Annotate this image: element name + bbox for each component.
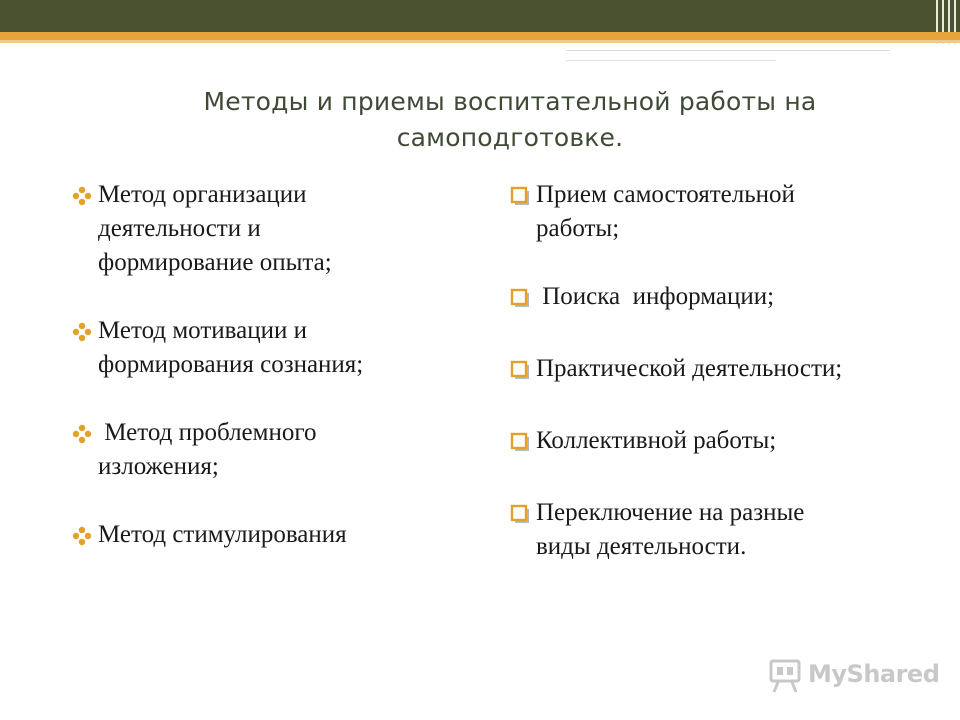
item-line: Метод проблемного <box>98 419 317 446</box>
item-line: формирования сознания; <box>98 351 364 378</box>
divider <box>566 60 776 61</box>
checkbox-icon <box>510 504 530 524</box>
header-bar <box>0 0 960 32</box>
list-item <box>510 496 930 564</box>
item-line: Поиска информации; <box>536 283 775 310</box>
diamond-dots-icon <box>72 322 92 342</box>
item-line: формирование опыта; <box>98 249 332 276</box>
checkbox-icon <box>510 360 530 380</box>
item-line: Метод мотивации и <box>98 317 307 344</box>
watermark-text: MyShared <box>808 660 940 688</box>
list-item <box>510 178 930 246</box>
techniques-list <box>510 178 930 564</box>
watermark-logo <box>768 656 938 696</box>
item-line: Метод стимулирования <box>98 521 347 548</box>
list-item <box>510 424 930 458</box>
title-line: Методы и приемы воспитательной работы на <box>203 87 817 116</box>
accent-line-thin <box>0 40 960 43</box>
diamond-dots-icon <box>72 526 92 546</box>
item-line: изложения; <box>98 453 219 480</box>
list-item <box>510 280 930 314</box>
item-line: Метод организации <box>98 181 307 208</box>
item-line: Прием самостоятельной <box>536 181 795 208</box>
presentation-board-icon <box>768 658 802 694</box>
methods-list <box>72 178 462 552</box>
list-item <box>72 518 462 552</box>
divider <box>566 50 890 51</box>
item-line: работы; <box>536 215 620 242</box>
title-line: самоподготовке. <box>396 123 624 152</box>
item-line: Коллективной работы; <box>536 427 777 454</box>
item-line: Практической деятельности; <box>536 355 843 382</box>
checkbox-icon <box>510 432 530 452</box>
item-line: виды деятельности. <box>536 533 747 560</box>
checkbox-icon <box>510 186 530 206</box>
diamond-dots-icon <box>72 186 92 206</box>
list-item <box>72 314 462 382</box>
diamond-dots-icon <box>72 424 92 444</box>
slide-title <box>150 84 870 156</box>
list-item <box>72 416 462 484</box>
checkbox-icon <box>510 288 530 308</box>
item-line: деятельности и <box>98 215 261 242</box>
list-item <box>510 352 930 386</box>
accent-line <box>0 32 960 40</box>
list-item <box>72 178 462 280</box>
item-line: Переключение на разные <box>536 499 805 526</box>
